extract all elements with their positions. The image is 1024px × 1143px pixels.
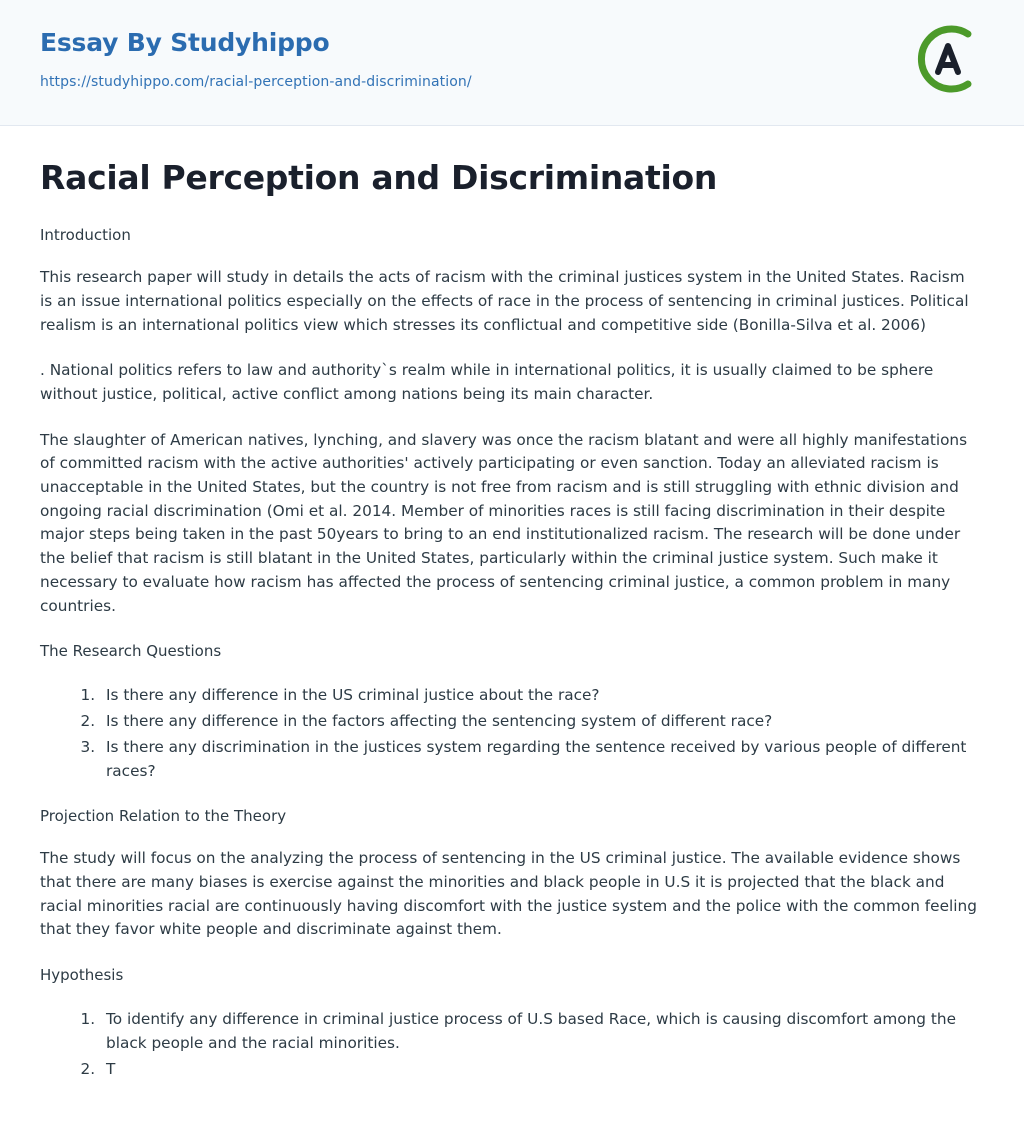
heading-hypothesis: Hypothesis bbox=[40, 966, 124, 985]
document-body bbox=[0, 126, 1024, 1143]
heading-introduction: Introduction bbox=[40, 225, 131, 244]
list-item: 3. Is there any discrimination in the justices system regarding the sentence received by various people of different races? bbox=[100, 735, 980, 783]
site-brand: Essay By Studyhippo bbox=[40, 28, 330, 57]
paragraph-4: The study will focus on the analyzing the process of sentencing in the US criminal justice. The available evidence shows that there are many biases is exercise against the minorities and black people in U.S it is projected that the black and racial minorities racial are continuously having discomfort with the justice system and the police with the common feeling that they favor white people and discriminate against them. bbox=[40, 849, 977, 939]
letter-a-circle-logo-icon bbox=[908, 22, 982, 96]
list-item: 2. Is there any difference in the factors affecting the sentencing system of different race? bbox=[100, 709, 980, 733]
paragraph-1: This research paper will study in details the acts of racism with the criminal justices system in the United States. Racism is an issue international politics especially on the effects of race in the process of sentencing in criminal justices. Political realism is an international politics view which stresses its conflictual and competitive side (Bonilla-Silva et al. 2006) bbox=[40, 268, 969, 334]
paragraph-2: . National politics refers to law and authority`s realm while in international politics, it is usually claimed to be sphere without justice, political, active conflict among nations being its main character. bbox=[40, 361, 934, 403]
list-item: 2. T bbox=[100, 1057, 980, 1081]
site-header bbox=[0, 0, 1024, 126]
source-url[interactable]: https://studyhippo.com/racial-perception-and-discrimination/ bbox=[40, 74, 472, 90]
hypothesis-list bbox=[40, 1007, 980, 1081]
list-item: 1. Is there any difference in the US criminal justice about the race? bbox=[100, 683, 980, 707]
heading-projection-relation: Projection Relation to the Theory bbox=[40, 806, 287, 825]
heading-research-questions: The Research Questions bbox=[40, 642, 222, 661]
list-item: 1. To identify any difference in criminal justice process of U.S based Race, which is causing discomfort among the black people and the racial minorities. bbox=[100, 1007, 980, 1055]
paragraph-3: The slaughter of American natives, lynching, and slavery was once the racism blatant and were all highly manifestations of committed racism with the active authorities' actively participating or even sanction. Today an alleviated racism is unacceptable in the United States, but the country is not free from racism and is still struggling with ethnic division and ongoing racial discrimination (Omi et al. 2014. Member of minorities races is still facing discrimination in their despite major steps being taken in the past 50years to bring to an end institutionalized racism. The research will be done under the belief that racism is still blatant in the United States, particularly within the criminal justice system. Such make it necessary to evaluate how racism has affected the process of sentencing criminal justice, a common problem in many countries. bbox=[40, 430, 968, 615]
page-title: Racial Perception and Discrimination bbox=[40, 158, 718, 197]
research-questions-list bbox=[40, 683, 980, 783]
